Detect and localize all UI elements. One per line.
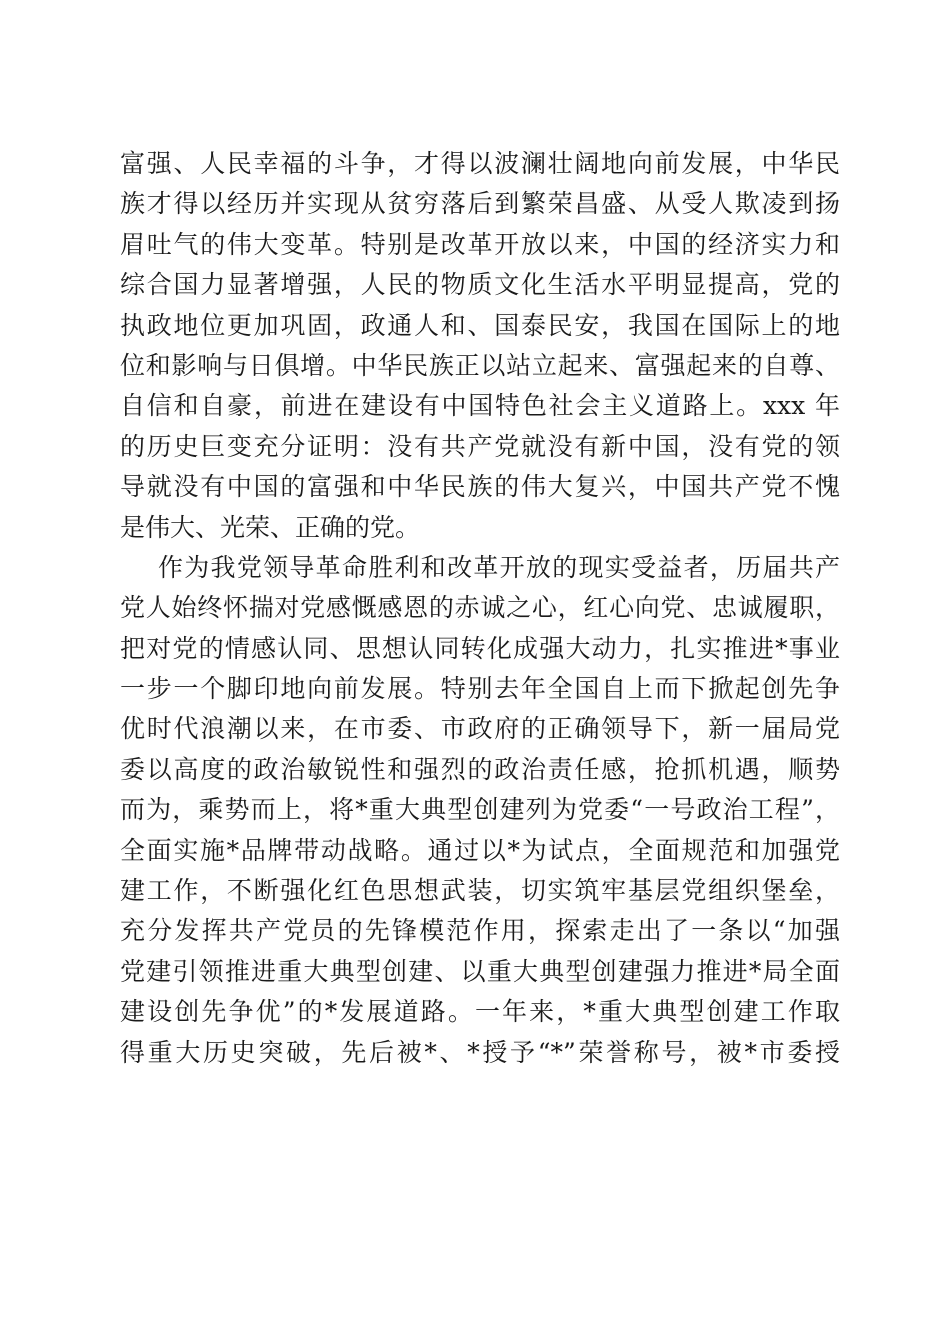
paragraph-line: 位和影响与日俱增。中华民族正以站立起来、富强起来的自尊、 [120,350,840,380]
document-body [120,144,840,1073]
paragraph-line: 而为，乘势而上，将*重大典型创建列为党委“一号政治工程”， [120,795,840,825]
paragraph-line: 眉吐气的伟大变革。特别是改革开放以来，中国的经济实力和 [120,229,840,259]
paragraph-line: 建设创先争优”的*发展道路。一年来，*重大典型创建工作取 [120,997,840,1027]
paragraph-line: 作为我党领导革命胜利和改革开放的现实受益者，历届共产 [158,552,840,582]
paragraph-line: 族才得以经历并实现从贫穷落后到繁荣昌盛、从受人欺凌到扬 [120,189,840,219]
paragraph-line: 得重大历史突破，先后被*、*授予“*”荣誉称号，被*市委授 [120,1037,840,1067]
paragraph-line: 优时代浪潮以来，在市委、市政府的正确领导下，新一届局党 [120,714,840,744]
paragraph-line: 委以高度的政治敏锐性和强烈的政治责任感，抢抓机遇，顺势 [120,754,840,784]
paragraph-line: 自信和自豪，前进在建设有中国特色社会主义道路上。xxx 年 [120,391,840,421]
paragraph-line: 全面实施*品牌带动战略。通过以*为试点，全面规范和加强党 [120,835,840,865]
paragraph-line: 导就没有中国的富强和中华民族的伟大复兴，中国共产党不愧 [120,472,840,502]
paragraph-line: 党建引领推进重大典型创建、以重大典型创建强力推进*局全面 [120,956,840,986]
paragraph-line: 综合国力显著增强，人民的物质文化生活水平明显提高，党的 [120,270,840,300]
paragraph-line: 党人始终怀揣对党感慨感恩的赤诚之心，红心向党、忠诚履职， [120,593,840,623]
paragraph-line: 一步一个脚印地向前发展。特别去年全国自上而下掀起创先争 [120,674,840,704]
paragraph-1 [120,144,840,548]
paragraph-2 [120,548,840,1073]
paragraph-line: 的历史巨变充分证明：没有共产党就没有新中国，没有党的领 [120,431,840,461]
paragraph-line: 执政地位更加巩固，政通人和、国泰民安，我国在国际上的地 [120,310,840,340]
paragraph-line: 把对党的情感认同、思想认同转化成强大动力，扎实推进*事业 [120,633,840,663]
paragraph-line: 建工作，不断强化红色思想武装，切实筑牢基层党组织堡垒， [120,876,840,906]
paragraph-line: 是伟大、光荣、正确的党。 [120,512,421,542]
paragraph-line: 充分发挥共产党员的先锋模范作用，探索走出了一条以“加强 [120,916,840,946]
paragraph-line: 富强、人民幸福的斗争，才得以波澜壮阔地向前发展，中华民 [120,149,840,178]
